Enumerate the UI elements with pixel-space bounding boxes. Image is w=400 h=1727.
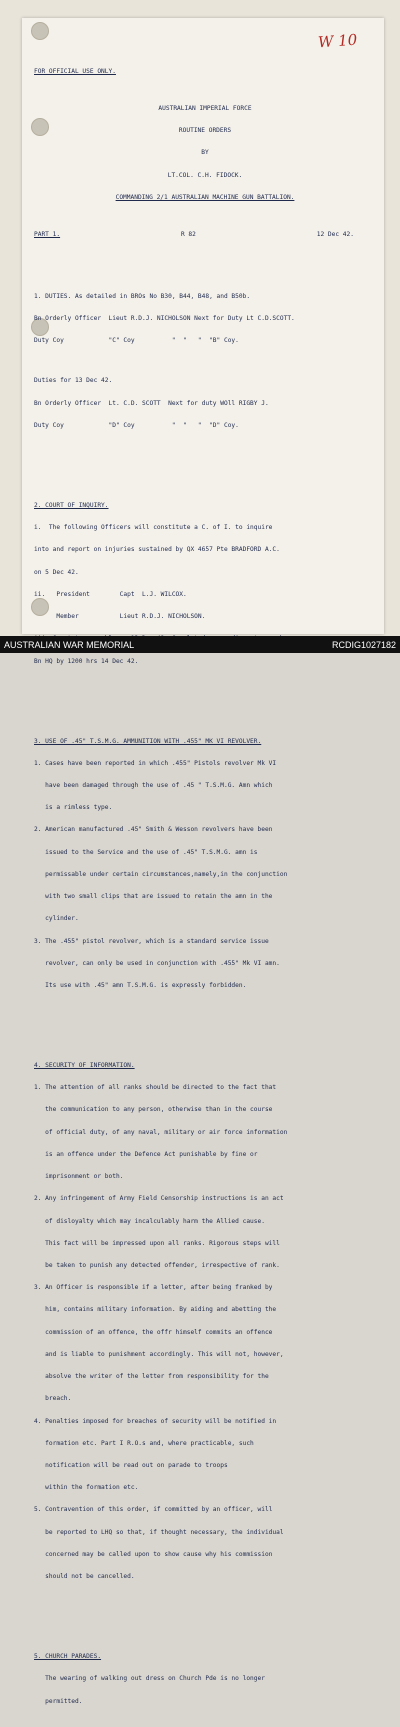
footer-source: AUSTRALIAN WAR MEMORIAL <box>4 639 135 650</box>
section-heading: 4. SECURITY OF INFORMATION. <box>34 1062 135 1070</box>
text-line: Duty Coy "C" Coy " " " "B" Coy. <box>34 337 239 345</box>
text-line: Bn Orderly Officer Lt. C.D. SCOTT Next for duty WOll RIGBY J. <box>34 399 269 407</box>
text-line: issued to the Service and the use of .45" T.S.M.G. amn is <box>34 848 258 856</box>
text-line: 1. The attention of all ranks should be directed to the fact that <box>34 1084 277 1092</box>
text-line: the communication to any person, otherwise than in the course <box>34 1106 273 1114</box>
document-title-block <box>34 90 376 216</box>
archive-footer <box>0 636 400 653</box>
section-heading: 5. CHURCH PARADES. <box>34 1653 102 1661</box>
text-line: imprisonment or both. <box>34 1173 124 1181</box>
text-line: absolve the writer of the letter from responsibility for the <box>34 1373 269 1381</box>
text-line: Bn Orderly Officer Lieut R.D.J. NICHOLSON Next for Duty Lt C.D.SCOTT. <box>34 315 295 323</box>
text-line: Duty Coy "D" Coy " " " "D" Coy. <box>34 421 239 429</box>
text-line: permitted. <box>34 1697 83 1705</box>
text-line: within the formation etc. <box>34 1484 139 1492</box>
text-line: is a rimless type. <box>34 804 113 812</box>
text-line: 3. The .455" pistol revolver, which is a standard service issue <box>34 937 269 945</box>
classification-label: FOR OFFICIAL USE ONLY. <box>34 67 116 75</box>
title-line: LT.COL. C.H. FIDOCK. <box>167 171 243 179</box>
text-line: is an offence under the Defence Act punishable by fine or <box>34 1150 258 1158</box>
text-line: be taken to punish any detected offender, irrespective of rank. <box>34 1262 280 1269</box>
footer-reference: RCDIG1027182 <box>331 639 396 650</box>
text-line: The wearing of walking out dress on Church Pde is no longer <box>34 1675 265 1683</box>
section-heading: 2. COURT OF INQUIRY. <box>34 501 109 509</box>
text-line: commission of an offence, the offr himself commits an offence <box>34 1328 273 1336</box>
text-line: 5. Contravention of this order, if committed by an officer, will <box>34 1506 273 1514</box>
text-line: concerned may be called upon to show cause why his commission <box>34 1550 273 1558</box>
text-line: ii. President Capt L.J. WILCOX. <box>34 590 187 598</box>
section-church-parades <box>34 1638 376 1719</box>
text-line: This fact will be impressed upon all ranks. Rigorous steps will <box>34 1239 280 1247</box>
text-line: 1. DUTIES. As detailed in BROs No B30, B44, B48, and B50b. <box>34 293 251 300</box>
order-number: R 82 <box>180 230 196 238</box>
text-line: 2. American manufactured .45" Smith & Wesson revolvers have been <box>34 826 273 834</box>
text-line: Bn HQ by 1200 hrs 14 Dec 42. <box>34 657 139 665</box>
punch-hole <box>31 22 49 40</box>
section-duties <box>34 278 376 444</box>
text-line: cylinder. <box>34 915 79 923</box>
title-line: AUSTRALIAN IMPERIAL FORCE <box>158 104 252 112</box>
text-line: i. The following Officers will constitute a C. of I. to inquire <box>34 524 273 532</box>
title-line: COMMANDING 2/1 AUSTRALIAN MACHINE GUN BATTALION. <box>115 193 295 201</box>
text-line: of official duty, of any naval, military or air force information <box>34 1128 288 1136</box>
text-line: 4. Penalties imposed for breaches of security will be notified in <box>34 1417 277 1425</box>
routine-orders-text <box>34 53 376 1727</box>
order-date: 12 Dec 42. <box>316 230 354 238</box>
text-line: breach. <box>34 1395 72 1403</box>
text-line: 2. Any infringement of Army Field Censorship instructions is an act <box>34 1195 284 1203</box>
part-label: PART 1. <box>34 230 61 238</box>
text-line: permissable under certain circumstances,namely,in the conjunction <box>34 870 288 878</box>
text-line: formation etc. Part I R.O.s and, where practicable, such <box>34 1439 254 1447</box>
handwritten-annotation: W 10 <box>317 30 358 52</box>
text-line: with two small clips that are issued to retain the amn in the <box>34 893 273 901</box>
text-line: revolver, can only be used in conjunction with .455" Mk VI amn. <box>34 959 280 967</box>
text-line: into and report on injuries sustained by QX 4657 Pte BRADFORD A.C. <box>34 546 280 554</box>
title-line: ROUTINE ORDERS <box>178 127 232 135</box>
section-heading: 3. USE OF .45" T.S.M.G. AMMUNITION WITH .455" MK VI REVOLVER. <box>34 737 262 745</box>
text-line: have been damaged through the use of .45 " T.S.M.G. Amn which <box>34 782 273 789</box>
text-line: on 5 Dec 42. <box>34 568 79 576</box>
text-line: be reported to LHQ so that, if thought necessary, the individual <box>34 1528 284 1536</box>
section-ammunition <box>34 723 376 1004</box>
section-security <box>34 1047 376 1595</box>
text-line: 3. An Officer is responsible if a letter, after being franked by <box>34 1284 273 1292</box>
text-line: of disloyalty which may incalculably harm the Allied cause. <box>34 1217 265 1225</box>
text-line: Duties for 13 Dec 42. <box>34 377 113 385</box>
title-line: BY <box>201 149 209 157</box>
text-line: Member Lieut R.D.J. NICHOLSON. <box>34 613 206 621</box>
text-line: should not be cancelled. <box>34 1573 135 1581</box>
text-line: Its use with .45" amn T.S.M.G. is expressly forbidden. <box>34 981 247 989</box>
text-line: and is liable to punishment accordingly. This will not, however, <box>34 1350 284 1358</box>
text-line: 1. Cases have been reported in which .455" Pistols revolver Mk VI <box>34 759 277 767</box>
part-row <box>34 231 354 238</box>
text-line: him, contains military information. By aiding and abetting the <box>34 1306 277 1314</box>
text-line: notification will be read out on parade to troops <box>34 1461 228 1469</box>
